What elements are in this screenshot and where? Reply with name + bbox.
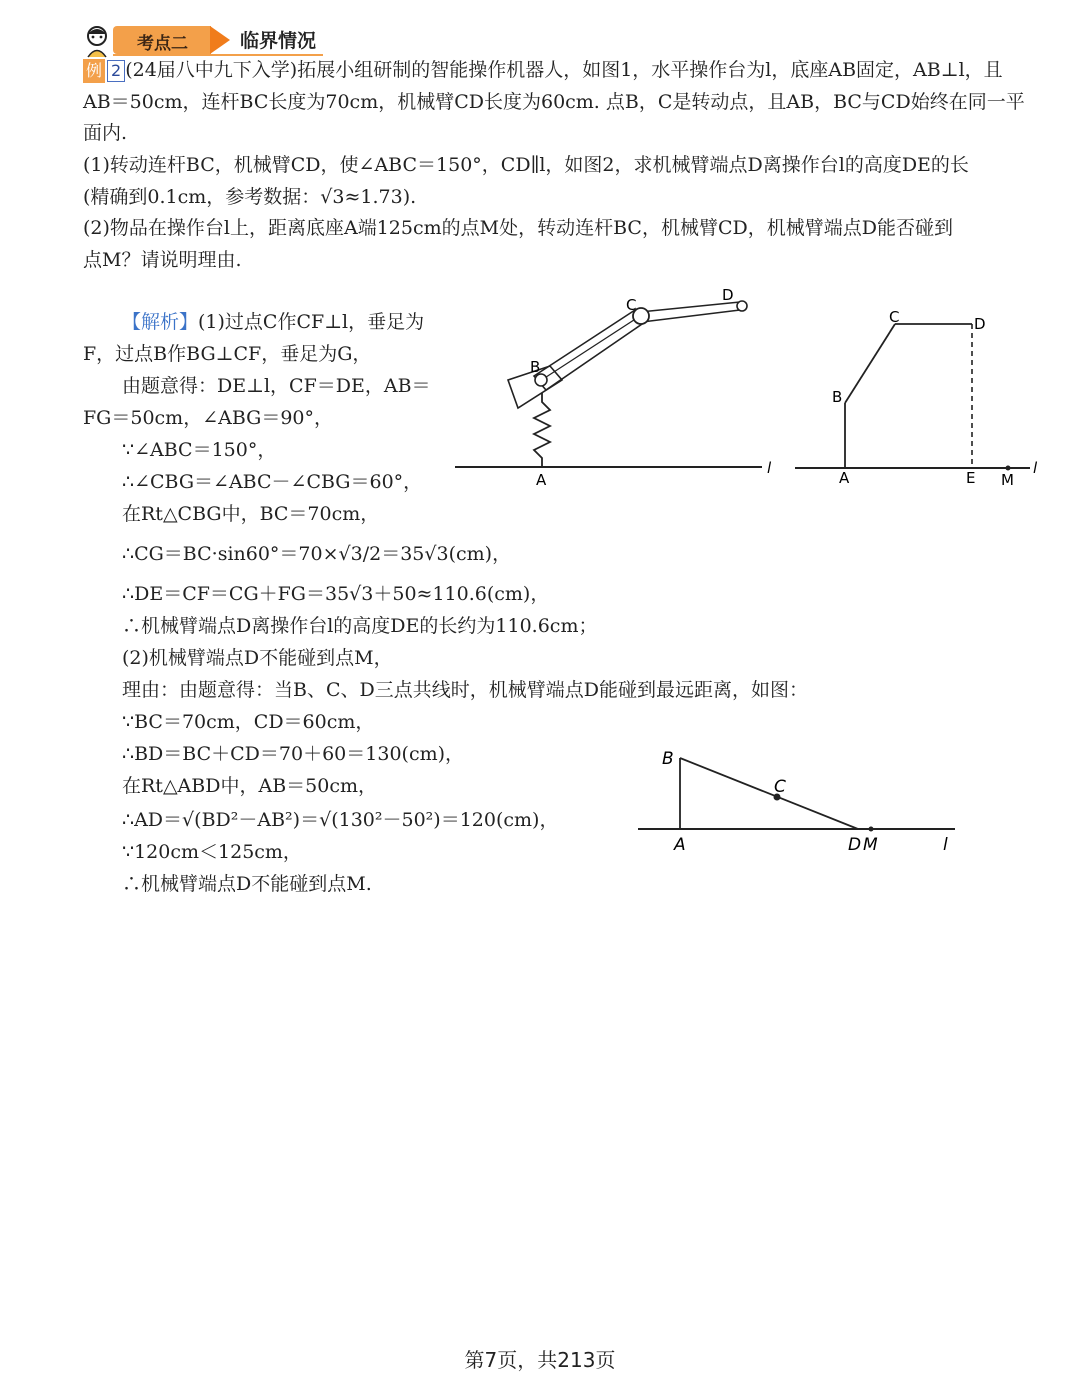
- fig3-label-l: l: [943, 835, 948, 855]
- solution-line: F，过点B作BG⊥CF，垂足为G，: [83, 343, 372, 365]
- section-rule: [113, 54, 323, 56]
- solution-line: ∴CG＝BC·sin60°＝70×√3/2＝35√3(cm)，: [122, 543, 512, 565]
- fig3-label-c: C: [774, 777, 786, 797]
- fig2-label-e: E: [966, 469, 976, 487]
- section-title: 临界情况: [240, 30, 317, 52]
- problem-text: (24届八中九下入学)拓展小组研制的智能操作机器人，如图1，水平操作台为l，底座AB固定，AB⊥l，且: [125, 59, 1003, 81]
- solution-line: ∴BD＝BC＋CD＝70＋60＝130(cm)，: [122, 743, 465, 765]
- solution-line: ∵∠ABC＝150°，: [122, 439, 277, 461]
- solution-line: ∴∠CBG＝∠ABC－∠CBG＝60°，: [122, 471, 423, 493]
- fig2-label-c: C: [889, 308, 900, 326]
- header-avatar-icon: [82, 24, 112, 58]
- solution-line: (2)机械臂端点D不能碰到点M，: [122, 647, 393, 669]
- problem-line: AB＝50cm，连杆BC长度为70cm，机械臂CD长度为60cm. 点B，C是转动点，且AB，BC与CD始终在同一平: [83, 91, 1025, 113]
- figure-2-geometry: [790, 305, 1050, 490]
- fig1-label-b: B: [530, 358, 541, 376]
- solution-line: 由题意得：DE⊥l，CF＝DE，AB＝: [122, 375, 431, 397]
- solution-line: ∵120cm＜125cm，: [122, 841, 302, 863]
- section-badge: [113, 26, 211, 54]
- example-number: 2: [107, 60, 125, 82]
- example-label: 例: [83, 59, 105, 83]
- solution-line: ∴DE＝CF＝CG＋FG＝35√3＋50≈110.6(cm)，: [122, 583, 550, 605]
- figure-1-robot: [450, 280, 780, 490]
- section-arrow-icon: [210, 26, 230, 54]
- fig1-arm-bc-inner: [540, 316, 640, 381]
- solution-text: (1)过点C作CF⊥l，垂足为: [198, 311, 425, 333]
- fig2-label-d: D: [974, 315, 986, 333]
- fig1-label-c: C: [626, 296, 637, 314]
- solution-line-1: [122, 310, 424, 334]
- problem-line: (1)转动连杆BC，机械臂CD，使∠ABC＝150°，CD∥l，如图2，求机械臂端点D离操作台l的高度DE的长: [83, 154, 969, 176]
- solution-line: ∴机械臂端点D不能碰到点M.: [122, 873, 372, 895]
- fig2-point-m: [1006, 466, 1011, 471]
- fig1-label-a: A: [536, 471, 547, 489]
- fig3-point-m: [869, 827, 874, 832]
- fig3-label-a: A: [674, 835, 686, 855]
- solution-line: 在Rt△ABD中，AB＝50cm，: [122, 775, 377, 797]
- fig3-label-b: B: [662, 749, 674, 769]
- fig1-label-l: l: [767, 459, 772, 477]
- figure-3-triangle: [630, 740, 970, 860]
- fig3-segment-bd: [680, 758, 858, 829]
- fig3-label-d: D: [848, 835, 862, 855]
- page-number: 第7页，共213页: [464, 1348, 616, 1372]
- fig1-label-d: D: [722, 286, 734, 304]
- fig1-end-d: [737, 301, 747, 311]
- section-badge-label: 考点二: [137, 34, 188, 54]
- fig2-label-b: B: [832, 388, 843, 406]
- solution-line: FG＝50cm，∠ABG＝90°，: [83, 407, 334, 429]
- fig2-label-l: l: [1033, 459, 1038, 477]
- problem-line: 点M？请说明理由.: [83, 249, 242, 271]
- solution-line: ∴机械臂端点D离操作台l的高度DE的长约为110.6cm；: [122, 615, 598, 637]
- solution-line: 理由：由题意得：当B、C、D三点共线时，机械臂端点D能碰到最远距离，如图：: [122, 679, 808, 701]
- problem-line: (2)物品在操作台l上，距离底座A端125cm的点M处，转动连杆BC，机械臂CD，机械臂端点D能否碰到: [83, 217, 953, 239]
- fig2-label-a: A: [839, 469, 850, 487]
- problem-line: 面内.: [83, 122, 128, 144]
- problem-line-1: [83, 58, 1003, 83]
- fig2-segment-bc: [845, 324, 895, 403]
- solution-line: 在Rt△CBG中，BC＝70cm，: [122, 503, 380, 525]
- fig3-label-m: M: [863, 835, 878, 855]
- solution-line: ∴AD＝√(BD²－AB²)＝√(130²－50²)＝120(cm)，: [122, 809, 559, 831]
- problem-line: (精确到0.1cm，参考数据：√3≈1.73).: [83, 186, 417, 208]
- solution-line: ∵BC＝70cm，CD＝60cm，: [122, 711, 375, 733]
- solution-tag: 【解析】: [122, 311, 199, 333]
- fig1-arm-cd-bottom: [642, 310, 740, 322]
- fig2-label-m: M: [1001, 471, 1014, 489]
